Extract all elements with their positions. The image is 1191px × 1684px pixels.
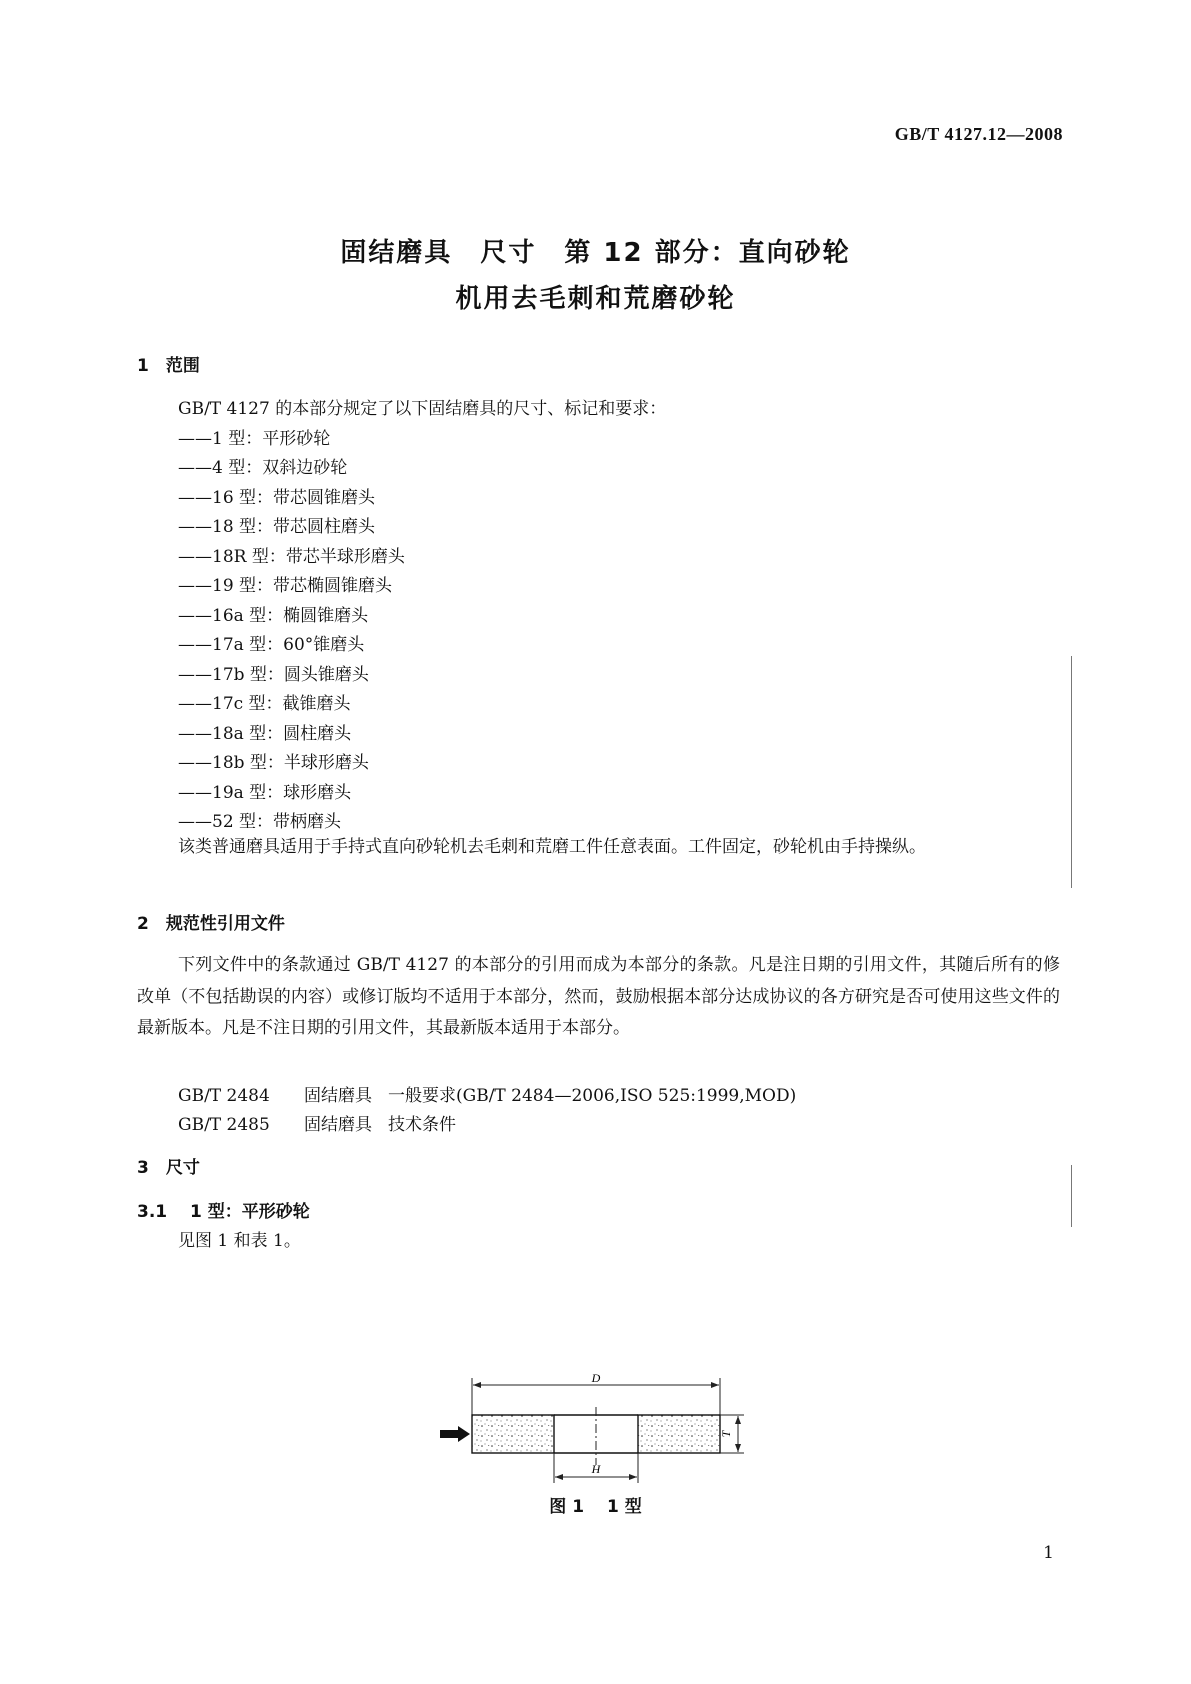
list-item: ——18R 型：带芯半球形磨头 [178, 547, 405, 567]
document-title-line-1: 固结磨具 尺寸 第 12 部分：直向砂轮 [340, 238, 851, 268]
section-2-paragraph: 下列文件中的条款通过 GB/T 4127 的本部分的引用而成为本部分的条款。凡是注日期的引用文件，其随后所有的修改单（不包括勘误的内容）或修订版均不适用于本部分，然而，鼓励根据本部分达成协议的各方研究是否可使用这些文件的最新版本。凡是不注日期的引用文件，其最新版本适用于本部分。 [137, 955, 1060, 1038]
figure-caption: 图 1 1 型 [549, 1497, 642, 1517]
list-item: ——19a 型：球形磨头 [178, 783, 352, 803]
standard-number: GB/T 4127.12—2008 [894, 124, 1063, 144]
reference-desc: 技术条件 [388, 1115, 456, 1135]
section-1-closing-paragraph: 该类普通磨具适用于手持式直向砂轮机去毛刺和荒磨工件任意表面。工件固定，砂轮机由手持操纵。 [178, 837, 926, 857]
reference-title: 固结磨具 [304, 1115, 372, 1135]
dimension-label-d: D [591, 1373, 601, 1385]
reference-entry [178, 1081, 796, 1106]
reference-desc: 一般要求(GB/T 2484—2006,ISO 525:1999,MOD) [388, 1086, 797, 1106]
section-2-heading: 2 规范性引用文件 [137, 914, 285, 934]
list-item: ——1 型：平形砂轮 [178, 429, 331, 449]
list-item: ——52 型：带柄磨头 [178, 812, 342, 832]
reference-code: GB/T 2485 [178, 1115, 270, 1135]
list-item: ——17b 型：圆头锥磨头 [178, 665, 369, 685]
list-item: ——18b 型：半球形磨头 [178, 753, 369, 773]
document-title-line-2: 机用去毛刺和荒磨砂轮 [455, 284, 736, 314]
list-item: ——4 型：双斜边砂轮 [178, 458, 348, 478]
list-item: ——16a 型：椭圆锥磨头 [178, 606, 369, 626]
section-1-heading: 1 范围 [137, 356, 200, 376]
list-item: ——16 型：带芯圆锥磨头 [178, 488, 376, 508]
change-bar [1071, 656, 1072, 888]
list-item: ——17a 型：60°锥磨头 [178, 635, 365, 655]
reference-entry [178, 1110, 456, 1135]
dimension-label-h: H [591, 1462, 601, 1476]
section-3-heading: 3 尺寸 [137, 1158, 200, 1178]
dimension-label-t: T [719, 1430, 733, 1438]
reference-code: GB/T 2484 [178, 1086, 270, 1106]
list-item: ——18 型：带芯圆柱磨头 [178, 517, 376, 537]
section-3-1-text: 见图 1 和表 1。 [178, 1231, 301, 1251]
reference-title: 固结磨具 [304, 1086, 372, 1106]
list-item: ——18a 型：圆柱磨头 [178, 724, 352, 744]
list-item: ——17c 型：截锥磨头 [178, 694, 351, 714]
page-number: 1 [1043, 1543, 1054, 1563]
section-1-intro: GB/T 4127 的本部分规定了以下固结磨具的尺寸、标记和要求： [178, 399, 667, 419]
wheel-drawing [440, 1373, 760, 1489]
section-3-1-heading: 3.1 1 型：平形砂轮 [137, 1202, 310, 1222]
list-item: ——19 型：带芯椭圆锥磨头 [178, 576, 393, 596]
change-bar [1071, 1165, 1072, 1227]
